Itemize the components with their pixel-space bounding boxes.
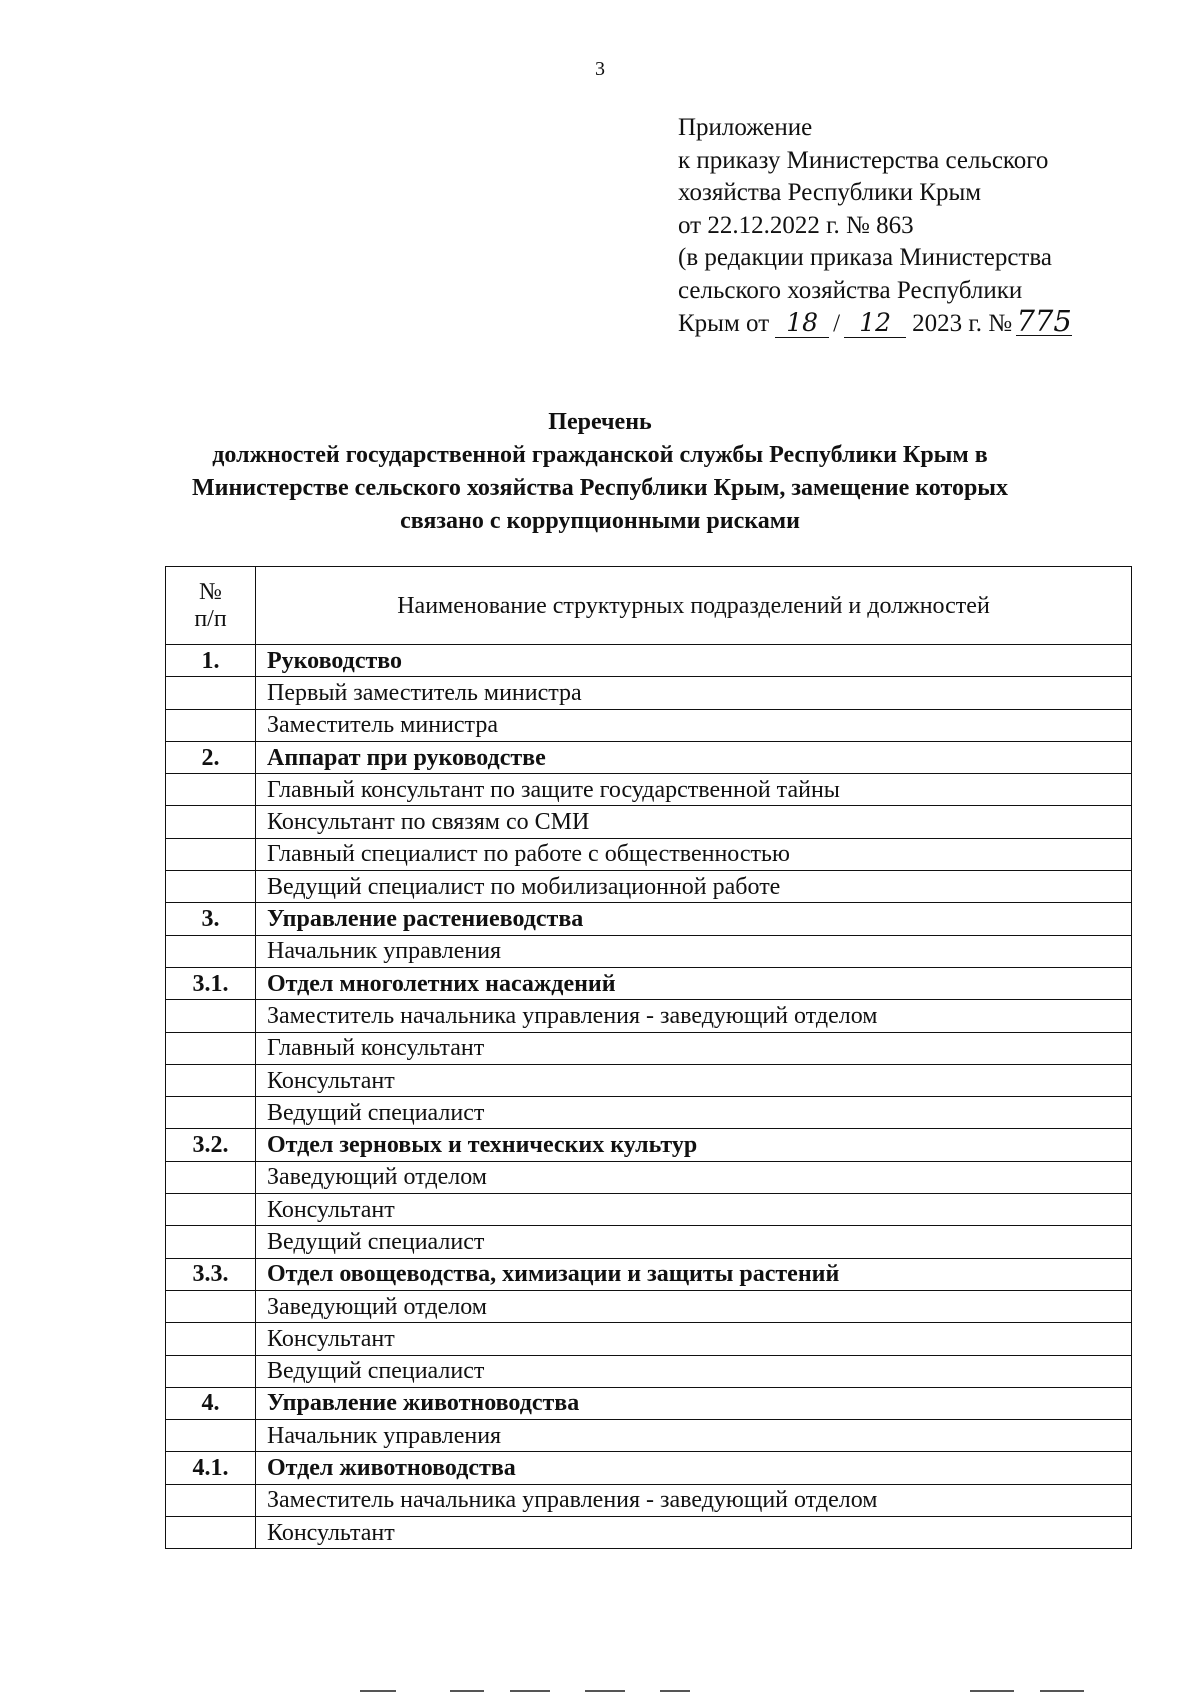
row-number-cell: 4.1. (166, 1452, 256, 1484)
section-name-cell: Управление животноводства (256, 1387, 1132, 1419)
row-number-cell: 4. (166, 1387, 256, 1419)
appendix-line: хозяйства Республики Крым (678, 179, 982, 206)
row-number-cell: 3. (166, 903, 256, 935)
table-section-row (166, 1129, 1132, 1161)
row-number-cell (166, 935, 256, 967)
position-name-cell: Первый заместитель министра (256, 677, 1132, 709)
table-row (166, 1032, 1132, 1064)
row-number-cell (166, 774, 256, 806)
date-separator: / (833, 310, 841, 337)
table-section-row (166, 967, 1132, 999)
handwritten-day: 18 (775, 309, 829, 338)
row-number-cell (166, 1355, 256, 1387)
header-name-cell: Наименование структурных подразделений и должностей (256, 567, 1132, 645)
header-number-symbol: № (199, 578, 222, 605)
position-name-cell: Консультант (256, 1517, 1132, 1549)
scan-mark (360, 1690, 396, 1692)
position-name-cell: Начальник управления (256, 935, 1132, 967)
table-row (166, 935, 1132, 967)
position-name-cell: Ведущий специалист по мобилизационной работе (256, 871, 1132, 903)
header-number-cell (166, 567, 256, 645)
table-body (166, 645, 1132, 1549)
position-name-cell: Главный консультант (256, 1032, 1132, 1064)
header-number-label: п/п (194, 605, 227, 632)
section-name-cell: Отдел многолетних насаждений (256, 967, 1132, 999)
table-row (166, 1226, 1132, 1258)
page-number: 3 (595, 58, 605, 80)
table-row (166, 1097, 1132, 1129)
scan-mark (1040, 1690, 1084, 1692)
position-name-cell: Заместитель министра (256, 709, 1132, 741)
section-name-cell: Управление растениеводства (256, 903, 1132, 935)
position-name-cell: Ведущий специалист (256, 1097, 1132, 1129)
table-row (166, 1194, 1132, 1226)
row-number-cell: 3.3. (166, 1258, 256, 1290)
appendix-note (678, 112, 1178, 341)
row-number-cell: 1. (166, 645, 256, 677)
position-name-cell: Заведующий отделом (256, 1161, 1132, 1193)
table-row (166, 774, 1132, 806)
row-number-cell (166, 1064, 256, 1096)
scan-mark (450, 1690, 484, 1692)
document-title (150, 406, 1050, 538)
row-number-cell (166, 871, 256, 903)
title-subheading: должностей государственной гражданской службы Республики Крым в Министерстве сельского хозяйства Республики Крым, замещение которых связано с коррупционными рисками (191, 442, 1009, 534)
row-number-cell (166, 1097, 256, 1129)
position-name-cell: Консультант (256, 1323, 1132, 1355)
scan-mark (660, 1690, 690, 1692)
row-number-cell (166, 1194, 256, 1226)
positions-table (165, 566, 1132, 1549)
appendix-line: (в редакции приказа Министерства (678, 244, 1052, 271)
table-header-row (166, 567, 1132, 645)
table-row (166, 1323, 1132, 1355)
table-section-row (166, 1387, 1132, 1419)
row-number-cell (166, 1420, 256, 1452)
scan-mark (510, 1690, 550, 1692)
row-number-cell (166, 1290, 256, 1322)
table-row (166, 1355, 1132, 1387)
row-number-cell: 3.1. (166, 967, 256, 999)
table-row (166, 1161, 1132, 1193)
position-name-cell: Консультант (256, 1194, 1132, 1226)
row-number-cell (166, 1032, 256, 1064)
table-row (166, 1290, 1132, 1322)
date-prefix: Крым от (678, 310, 770, 337)
handwritten-month: 12 (844, 309, 906, 338)
row-number-cell: 2. (166, 741, 256, 773)
position-name-cell: Ведущий специалист (256, 1355, 1132, 1387)
handwritten-order-number: 775 (1016, 304, 1072, 338)
row-number-cell (166, 1161, 256, 1193)
position-name-cell: Заведующий отделом (256, 1290, 1132, 1322)
table-row (166, 677, 1132, 709)
row-number-cell (166, 838, 256, 870)
position-name-cell: Заместитель начальника управления - заведующий отделом (256, 1000, 1132, 1032)
table-row (166, 1517, 1132, 1549)
position-name-cell: Консультант по связям со СМИ (256, 806, 1132, 838)
section-name-cell: Руководство (256, 645, 1132, 677)
row-number-cell (166, 677, 256, 709)
row-number-cell (166, 709, 256, 741)
section-name-cell: Отдел зерновых и технических культур (256, 1129, 1132, 1161)
appendix-date-line (678, 304, 1178, 341)
table-section-row (166, 1258, 1132, 1290)
row-number-cell (166, 1323, 256, 1355)
position-name-cell: Начальник управления (256, 1420, 1132, 1452)
position-name-cell: Консультант (256, 1064, 1132, 1096)
table-section-row (166, 1452, 1132, 1484)
table-row (166, 709, 1132, 741)
row-number-cell: 3.2. (166, 1129, 256, 1161)
table-row (166, 1064, 1132, 1096)
position-name-cell: Ведущий специалист (256, 1226, 1132, 1258)
row-number-cell (166, 1226, 256, 1258)
appendix-line: Приложение (678, 114, 813, 141)
appendix-line: от 22.12.2022 г. № 863 (678, 211, 914, 239)
row-number-cell (166, 806, 256, 838)
position-name-cell: Заместитель начальника управления - заведующий отделом (256, 1484, 1132, 1516)
table-row (166, 1484, 1132, 1516)
table-row (166, 1000, 1132, 1032)
appendix-line: сельского хозяйства Республики (678, 276, 1023, 304)
title-heading: Перечень (548, 409, 652, 435)
appendix-line: к приказу Министерства сельского (678, 146, 1049, 174)
table-section-row (166, 741, 1132, 773)
table-row (166, 1420, 1132, 1452)
position-name-cell: Главный специалист по работе с общественностью (256, 838, 1132, 870)
page-bottom-marks (360, 1690, 1160, 1692)
table-section-row (166, 645, 1132, 677)
row-number-cell (166, 1000, 256, 1032)
position-name-cell: Главный консультант по защите государственной тайны (256, 774, 1132, 806)
table-section-row (166, 903, 1132, 935)
section-name-cell: Отдел овощеводства, химизации и защиты растений (256, 1258, 1132, 1290)
year-text: 2023 г. № (912, 310, 1013, 337)
scan-mark (585, 1690, 625, 1692)
row-number-cell (166, 1484, 256, 1516)
section-name-cell: Отдел животноводства (256, 1452, 1132, 1484)
section-name-cell: Аппарат при руководстве (256, 741, 1132, 773)
table-row (166, 871, 1132, 903)
scan-mark (970, 1690, 1014, 1692)
table-row (166, 806, 1132, 838)
table-row (166, 838, 1132, 870)
row-number-cell (166, 1517, 256, 1549)
